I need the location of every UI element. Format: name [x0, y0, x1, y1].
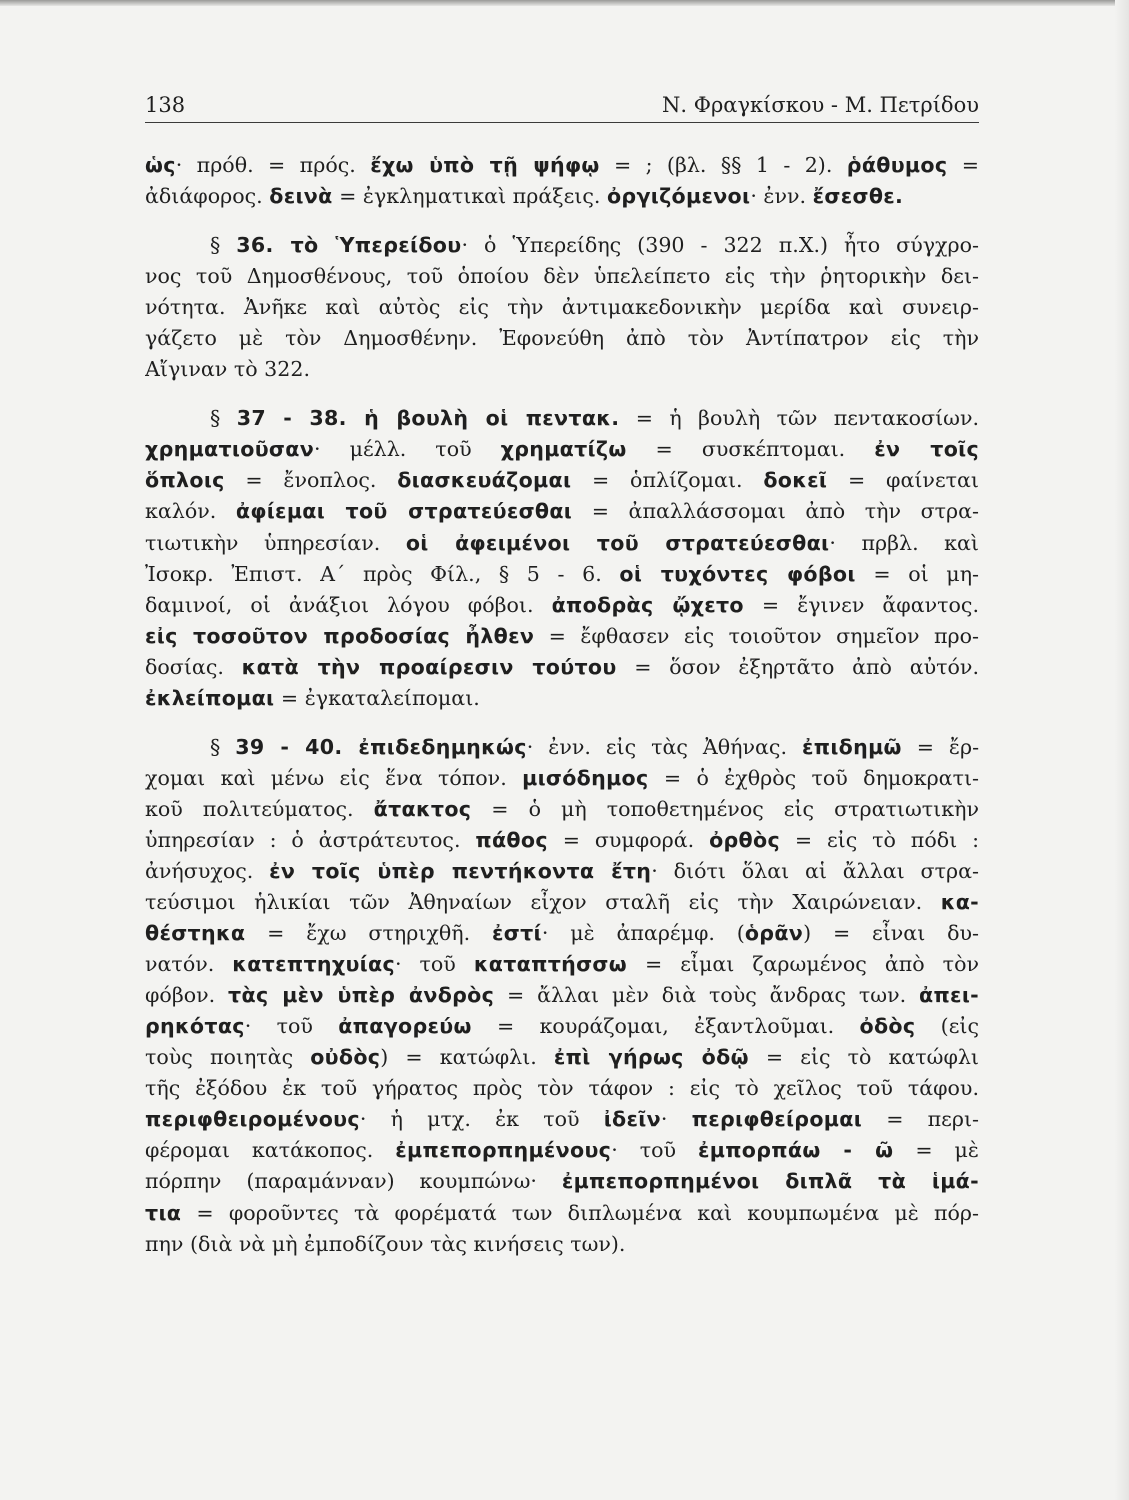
gloss-text: = μὲ [893, 1138, 979, 1163]
gloss-text: · τοῦ [611, 1138, 698, 1163]
headword: ὀργιζόμενοι [606, 184, 751, 209]
headword: περιφθείρομαι [691, 1107, 863, 1132]
gloss-text: Αἴγιναν τὸ 322. [145, 357, 311, 382]
gloss-text: τεύσιμοι ἡλικίαι τῶν Ἀθηναίων εἶχον σταλῆ εἰς τὴν Χαιρώνειαν. [145, 890, 941, 915]
headword: ἀπει- [919, 983, 979, 1008]
gloss-text: = ἐγκληματικαὶ πράξεις. [332, 184, 607, 209]
gloss-text: τοὺς ποιητὰς [145, 1045, 311, 1070]
gloss-text: § [210, 734, 236, 759]
text-line [145, 652, 979, 683]
gloss-text: = ὁπλίζομαι. [571, 468, 764, 493]
headword: κατὰ τὴν προαίρεσιν τούτου [241, 654, 617, 679]
text-line [145, 230, 979, 261]
gloss-text: πόρπην (παραμάνναν) κουμπώνω· [145, 1169, 562, 1194]
headword: ἐκλείπομαι [145, 685, 275, 710]
paragraph [145, 732, 979, 1260]
headword: τὰς μὲν ὑπὲρ ἀνδρὸς [228, 983, 495, 1008]
headword: οἱ ἀφειμένοι τοῦ στρατεύεσθαι [405, 530, 830, 555]
headword: καταπτήσσω [473, 952, 627, 977]
paragraph [145, 230, 979, 385]
gloss-text: = εἰς τὸ πόδι : [779, 827, 979, 852]
gloss-text: = περι- [862, 1107, 979, 1132]
headword: κατεπτηχυίας [232, 952, 395, 977]
headword: θέστηκα [145, 921, 246, 946]
text-line [145, 1166, 979, 1197]
headword: ἐμπεπορπημένους [395, 1138, 612, 1163]
headword: ἀποδρὰς ᾤχετο [551, 592, 744, 617]
text-line [145, 794, 979, 825]
gloss-text: ἀνήσυχος. [145, 858, 270, 883]
headword: ἰδεῖν [603, 1107, 661, 1132]
gloss-text: · πρβλ. καὶ [829, 530, 979, 555]
running-head: Ν. Φραγκίσκου - Μ. Πετρίδου [662, 93, 979, 117]
headword: ὡς [145, 153, 176, 177]
gloss-text: = εἶμαι ζαρωμένος ἀπὸ τὸν [626, 952, 979, 977]
text-line [145, 887, 979, 918]
gloss-text: · τοῦ [244, 1014, 339, 1039]
gloss-text: (εἰς [915, 1014, 979, 1039]
gloss-text: · ὁ Ὑπερείδης (390 - 322 π.Χ.) ἦτο σύγχρο- [461, 233, 979, 258]
gloss-text: = κουράζομαι, ἐξαντλοῦμαι. [471, 1014, 860, 1039]
headword: ἐν τοῖς [874, 437, 979, 462]
headword: δοκεῖ [763, 468, 828, 493]
gloss-text: · ἐνν. [750, 184, 813, 209]
headword: ἐμπορπάω - ῶ [697, 1138, 894, 1163]
gloss-text: § [210, 406, 237, 431]
gloss-text: νατόν. [145, 952, 233, 977]
headword: ἔχω ὑπὸ τῇ ψήφῳ [370, 153, 600, 177]
headword: πάθος [475, 827, 548, 852]
headword: τια [145, 1200, 182, 1225]
text-line [145, 949, 979, 980]
headword: χρηματιοῦσαν [145, 437, 315, 462]
text-line [145, 763, 979, 794]
text-line [145, 683, 979, 714]
headword: ἐστί [491, 921, 542, 946]
text-line [145, 261, 979, 292]
text-line [145, 150, 979, 181]
text-line [145, 621, 979, 652]
gloss-text: = ἔφθασεν εἰς τοιοῦτον σημεῖον προ- [534, 623, 979, 648]
gloss-text: τῆς ἐξόδου ἐκ τοῦ γήρατος πρὸς τὸν τάφον : εἰς τὸ χεῖλος τοῦ τάφου. [145, 1076, 979, 1101]
text-line [145, 496, 979, 527]
gloss-text: = ὁ ἐχθρὸς τοῦ δημοκρατι- [648, 765, 979, 790]
headword: ἀπαγορεύω [338, 1014, 472, 1039]
text-line [145, 732, 979, 763]
paragraph-gap [145, 714, 979, 732]
text-line [145, 980, 979, 1011]
headword: ῥάθυμος [846, 153, 948, 177]
page-edge-shadow [0, 0, 1129, 6]
gloss-text: § [210, 233, 237, 258]
gloss-text: · ἐνν. εἰς τὰς Ἀθήνας. [526, 734, 802, 759]
gloss-text: · πρόθ. = πρός. [175, 153, 371, 177]
gloss-text: · διότι ὅλαι αἱ ἄλλαι στρα- [651, 858, 979, 883]
headword: 39 - 40. ἐπιδεδημηκώς [235, 734, 527, 759]
gloss-text: νότητα. Ἀνῆκε καὶ αὐτὸς εἰς τὴν ἀντιμακεδονικὴν μερίδα καὶ συνειρ- [145, 295, 979, 320]
gloss-text: · μέλλ. τοῦ [314, 437, 501, 462]
gloss-text: δοσίας. [145, 654, 242, 679]
headword: ἔσεσθε. [812, 184, 904, 209]
headword: ἐμπεπορπημένοι διπλᾶ τὰ ἱμά- [561, 1169, 979, 1194]
paragraph [145, 403, 979, 713]
gloss-text: = [947, 153, 979, 177]
text-line [145, 403, 979, 434]
text-line [145, 1229, 979, 1260]
text-line [145, 1042, 979, 1073]
gloss-text: τιωτικὴν ὑπηρεσίαν. [145, 530, 406, 555]
gloss-text: · μὲ ἀπαρέμφ. ( [541, 921, 745, 946]
gloss-text: δαμινοί, οἱ ἀνάξιοι λόγου φόβοι. [145, 592, 552, 617]
paragraph-gap [145, 385, 979, 403]
gloss-text: = ; (βλ. §§ 1 - 2). [599, 153, 847, 177]
gloss-text: νος τοῦ Δημοσθένους, τοῦ ὁποίου δὲν ὑπελείπετο εἰς τὴν ῥητορικὴν δει- [145, 264, 979, 289]
headword: εἰς τοσοῦτον προδοσίας ἦλθεν [145, 623, 535, 648]
text-line [145, 1073, 979, 1104]
text-line [145, 354, 979, 385]
gloss-text: ἀδιάφορος. [145, 184, 270, 209]
text-line [145, 181, 979, 212]
gloss-text: = ἀπαλλάσσομαι ἀπὸ τὴν στρα- [572, 499, 979, 524]
text-line [145, 1198, 979, 1229]
headword: 36. τὸ Ὑπερείδου [236, 233, 462, 258]
gloss-text: = ἔνοπλος. [224, 468, 398, 493]
text-line [145, 825, 979, 856]
headword: δεινὰ [269, 184, 333, 209]
text-line [145, 292, 979, 323]
page-edge-right [1115, 0, 1129, 1500]
gloss-text: = οἱ μη- [855, 561, 979, 586]
gloss-text: Ἰσοκρ. Ἐπιστ. Α΄ πρὸς Φίλ., § 5 - 6. [145, 561, 620, 586]
gloss-text: ὑπηρεσίαν : ὁ ἀστράτευτος. [145, 827, 476, 852]
gloss-text: = συμφορά. [547, 827, 710, 852]
gloss-text: = ἔχω στηριχθῆ. [245, 921, 492, 946]
headword: ὅπλοις [145, 468, 225, 493]
headword: οὐδὸς [310, 1045, 381, 1070]
gloss-text: = ἔρ- [901, 734, 979, 759]
gloss-text: = συσκέπτομαι. [626, 437, 875, 462]
gloss-text: φόβον. [145, 983, 229, 1008]
headword: ὀρθὸς [709, 827, 780, 852]
text-line [145, 465, 979, 496]
gloss-text: = φοροῦντες τὰ φορέματά των διπλωμένα καὶ κουμπωμένα μὲ πόρ- [181, 1200, 979, 1225]
text-line [145, 434, 979, 465]
headword: ὁρᾶν [744, 921, 804, 946]
text-line [145, 590, 979, 621]
headword: ὀδὸς [859, 1014, 916, 1039]
headword: μισόδημος [522, 765, 649, 790]
headword: ἐπιδημῶ [801, 734, 902, 759]
gloss-text: καλόν. [145, 499, 236, 524]
headword: ἐν τοῖς ὑπὲρ πεντήκοντα ἔτη [269, 858, 652, 883]
gloss-text: κοῦ πολιτεύματος. [145, 796, 374, 821]
gloss-text: · ἡ μτχ. ἐκ τοῦ [359, 1107, 604, 1132]
gloss-text: πην (διὰ νὰ μὴ ἐμποδίζουν τὰς κινήσεις των). [145, 1231, 626, 1256]
text-line [145, 528, 979, 559]
headword: χρηματίζω [500, 437, 627, 462]
gloss-text: ) = κατώφλι. [380, 1045, 554, 1070]
text-line [145, 856, 979, 887]
headword: ρηκότας [145, 1014, 245, 1039]
text-line [145, 918, 979, 949]
headword: ἄτακτος [373, 796, 472, 821]
gloss-text: γάζετο μὲ τὸν Δημοσθένην. Ἐφονεύθη ἀπὸ τὸν Ἀντίπατρον εἰς τὴν [145, 326, 979, 351]
gloss-text: = ἔγινεν ἄφαντος. [743, 592, 979, 617]
text-line [145, 1135, 979, 1166]
text-line [145, 1011, 979, 1042]
gloss-text: = ἡ βουλὴ τῶν πεντακοσίων. [619, 406, 979, 431]
text-line [145, 1104, 979, 1135]
text-line [145, 559, 979, 590]
gloss-text: χομαι καὶ μένω εἰς ἕνα τόπον. [145, 765, 523, 790]
headword: ἐπὶ γήρως ὀδῷ [553, 1045, 749, 1070]
gloss-text: = φαίνεται [827, 468, 979, 493]
gloss-text: = ἐγκαταλείπομαι. [274, 685, 480, 710]
headword: διασκευάζομαι [397, 468, 572, 493]
headword: οἱ τυχόντες φόβοι [619, 561, 856, 586]
headword: περιφθειρομένους [145, 1107, 360, 1132]
gloss-text: ) = εἶναι δυ- [803, 921, 979, 946]
headword: ἀφίεμαι τοῦ στρατεύεσθαι [235, 499, 573, 524]
page-number: 138 [145, 93, 186, 117]
text-line [145, 323, 979, 354]
gloss-text: = εἰς τὸ κατώφλι [748, 1045, 979, 1070]
gloss-text: = ἄλλαι μὲν διὰ τοὺς ἄνδρας των. [494, 983, 920, 1008]
gloss-text: · [660, 1107, 692, 1132]
gloss-text: = ὁ μὴ τοποθετημένος εἰς στρατιωτικὴν [471, 796, 979, 821]
gloss-text: φέρομαι κατάκοπος. [145, 1138, 396, 1163]
gloss-text: = ὅσον ἐξηρτᾶτο ἀπὸ αὐτόν. [616, 654, 979, 679]
gloss-text: · τοῦ [394, 952, 474, 977]
page-header [145, 90, 979, 123]
paragraph [145, 150, 979, 212]
headword: κα- [940, 890, 979, 915]
paragraph-gap [145, 212, 979, 230]
headword: 37 - 38. ἡ βουλὴ οἱ πεντακ. [236, 406, 620, 431]
commentary-text [145, 150, 979, 1260]
